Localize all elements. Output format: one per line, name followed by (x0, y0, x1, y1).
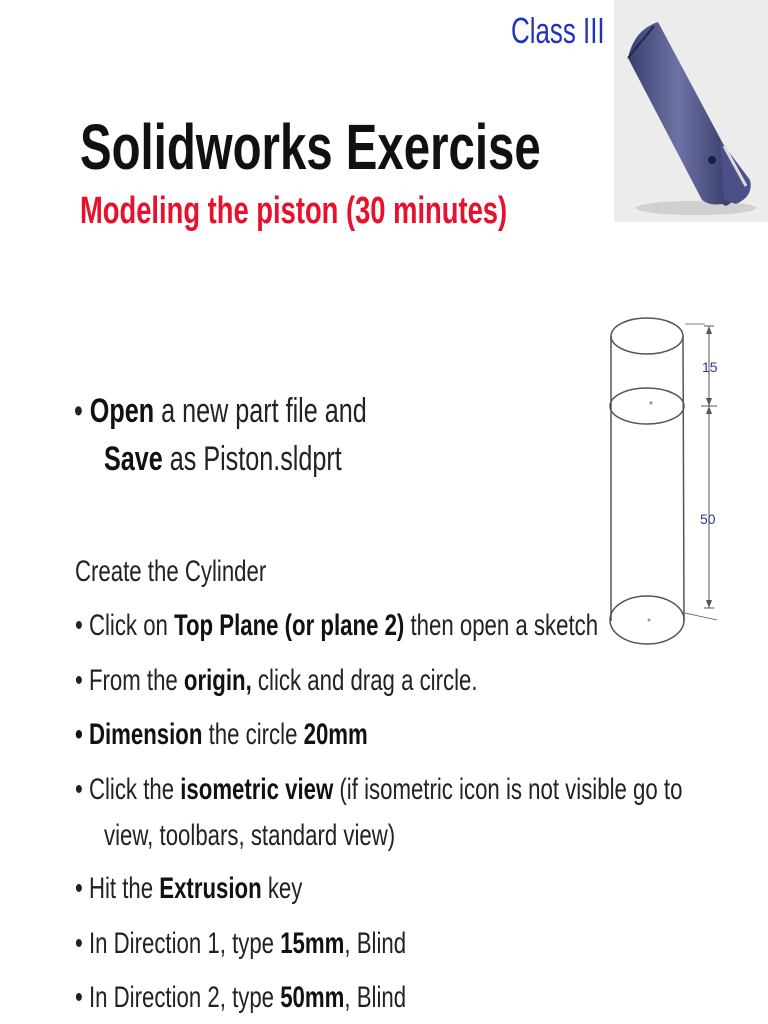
save-instruction: Save as Piston.sldprt (104, 440, 342, 478)
open-instruction: • Open a new part file and (74, 392, 367, 430)
step-origin: • From the origin, click and drag a circle. (75, 664, 478, 697)
step-extrusion: • Hit the Extrusion key (75, 872, 303, 905)
cylinder-sketch (605, 308, 755, 653)
section-heading: Create the Cylinder (75, 555, 267, 588)
dimension-15: 15 (702, 359, 718, 375)
step-direction-1: • In Direction 1, type 15mm, Blind (75, 927, 407, 960)
step-direction-2: • In Direction 2, type 50mm, Blind (75, 981, 407, 1014)
step-isometric: • Click the isometric view (if isometric icon is not visible go to (75, 773, 683, 806)
page-subtitle: Modeling the piston (30 minutes) (80, 190, 508, 232)
page-title: Solidworks Exercise (80, 111, 541, 183)
step-dimension: • Dimension the circle 20mm (75, 718, 368, 751)
step-top-plane: • Click on Top Plane (or plane 2) then open a sketch (75, 609, 599, 642)
dimension-50: 50 (700, 511, 716, 527)
step-isometric-cont: view, toolbars, standard view) (104, 819, 396, 852)
class-label: Class III (511, 10, 605, 51)
svg-text:*: * (649, 400, 653, 411)
